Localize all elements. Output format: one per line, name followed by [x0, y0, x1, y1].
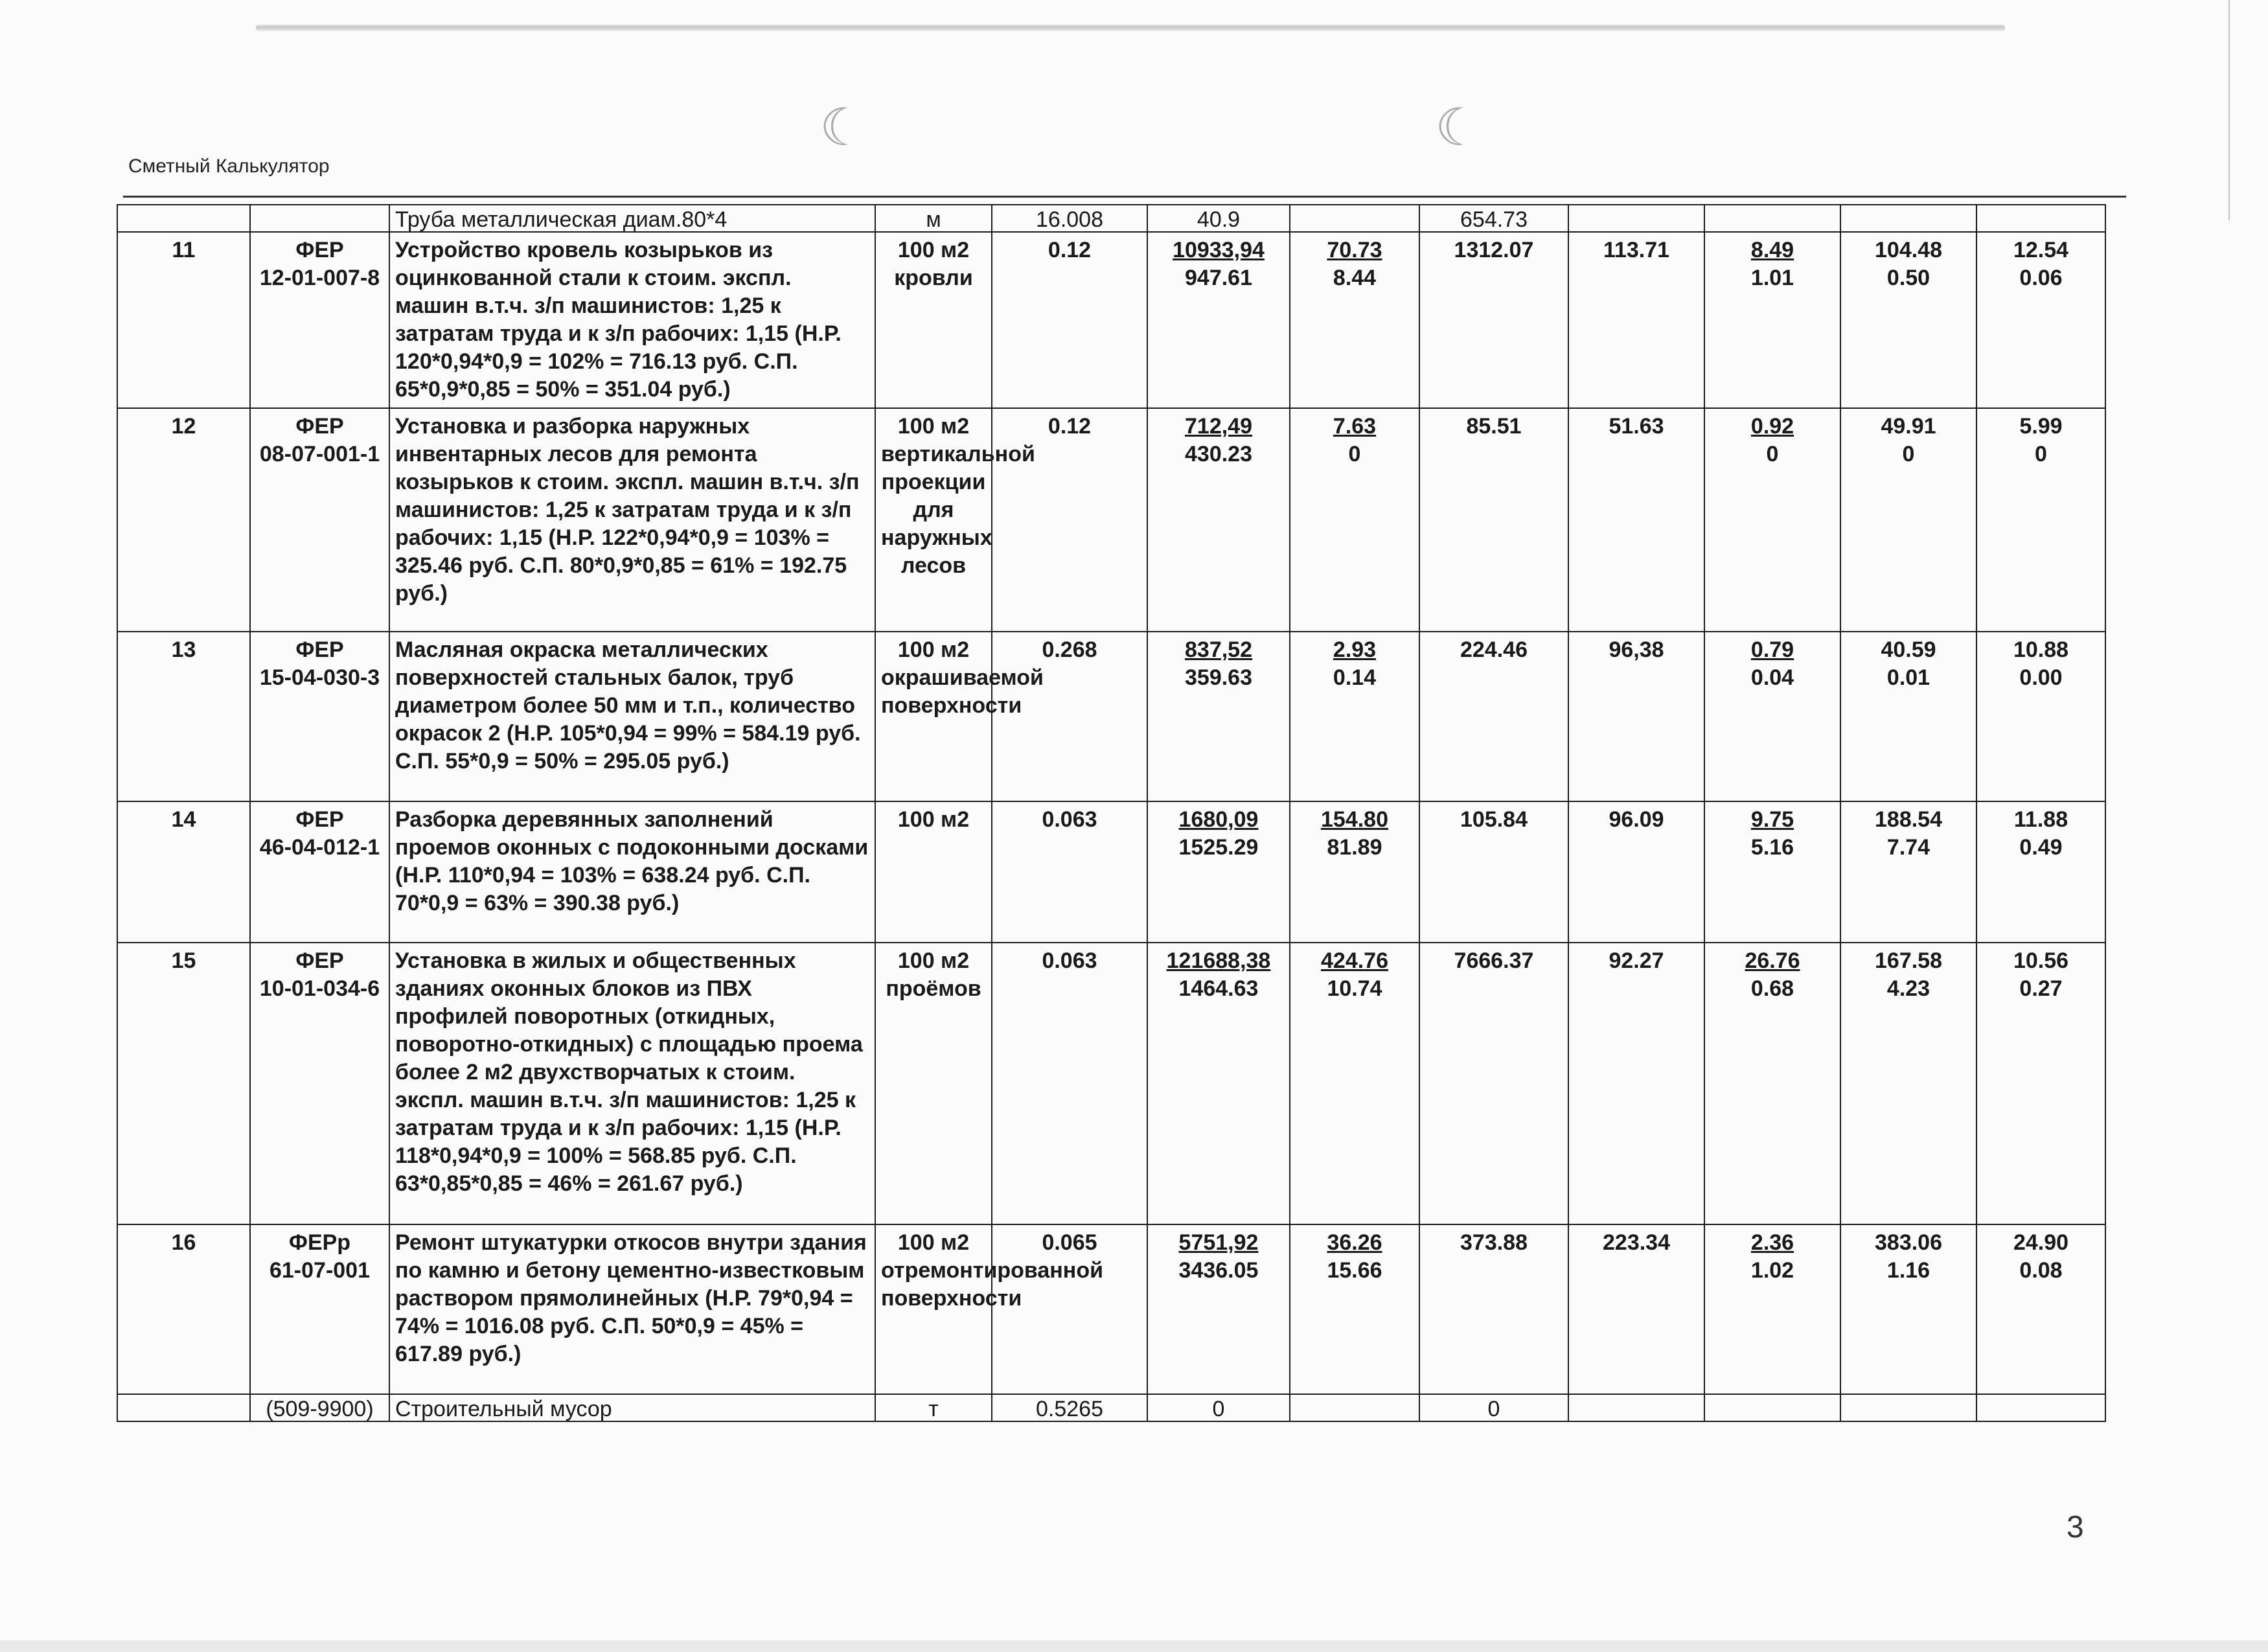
binder-hole-mark: ☾ [819, 97, 866, 157]
labor-total [1976, 232, 2105, 408]
value-bottom: 1.16 [1886, 1258, 1930, 1283]
table-row [117, 801, 2105, 943]
value-top: 70.73 [1327, 238, 1382, 262]
wage-cost: 96,38 [1568, 632, 1704, 801]
unit: 100 м2 вертикальной проекции для наружных лесов [875, 408, 992, 632]
cell-empty [1290, 1394, 1419, 1421]
cell-empty [1840, 1394, 1976, 1421]
value-bottom: 0.01 [1886, 665, 1930, 690]
value-bottom: 0.68 [1750, 976, 1794, 1001]
value-bottom: 1525.29 [1178, 835, 1259, 860]
cell-empty [1976, 1394, 2105, 1421]
total-cost: 7666.37 [1419, 943, 1568, 1224]
value-bottom: 0.49 [2019, 835, 2063, 860]
value-top: 12.54 [2013, 238, 2069, 262]
value-bottom: 0.08 [2019, 1258, 2063, 1283]
value-top: 9.75 [1750, 807, 1794, 832]
row-code [250, 232, 389, 408]
value-bottom: 3436.05 [1178, 1258, 1259, 1283]
value-bottom: 7.74 [1886, 835, 1930, 860]
quantity: 0.065 [992, 1224, 1147, 1394]
value-bottom: 0 [1348, 442, 1361, 466]
machine-total [1704, 1224, 1840, 1394]
code-number: 12-01-007-8 [259, 266, 380, 290]
value-top: 188.54 [1875, 807, 1942, 832]
material-qty: 16.008 [992, 205, 1147, 232]
value-bottom: 0.04 [1750, 665, 1794, 690]
code-prefix: ФЕР [295, 637, 344, 662]
work-description: Масляная окраска металлических поверхностей стальных балок, труб диаметром более 50 мм и т.п., количество окрасок 2 (Н.Р. 105*0,94 = 99% = 584.19 руб. С.П. 55*0,9 = 50% = 295.05 руб.) [389, 632, 875, 801]
value-top: 26.76 [1745, 948, 1800, 973]
labor-unit [1840, 801, 1976, 943]
row-number: 11 [117, 232, 250, 408]
table-row [117, 632, 2105, 801]
value-bottom: 0.50 [1886, 266, 1930, 290]
cell-empty [1840, 205, 1976, 232]
value-top: 5751,92 [1178, 1230, 1259, 1255]
unit-price [1147, 408, 1290, 632]
scan-artifact-edge [2228, 0, 2230, 220]
value-bottom: 81.89 [1327, 835, 1382, 860]
total-cost: 224.46 [1419, 632, 1568, 801]
value-bottom: 4.23 [1886, 976, 1930, 1001]
row-code [250, 801, 389, 943]
work-description: Установка и разборка наружных инвентарных лесов для ремонта козырьков к стоим. экспл. машин в.т.ч. з/п машинистов: 1,25 к затратам труда и к з/п рабочих: 1,15 (Н.Р. 122*0,94*0,9 = 103% = 325.46 руб. С.П. 80*0,9*0,85 = 61% = 192.75 руб.) [389, 408, 875, 632]
row-code [250, 408, 389, 632]
row-number: 12 [117, 408, 250, 632]
code-number: 61-07-001 [269, 1258, 370, 1283]
unit: 100 м2 проёмов [875, 943, 992, 1224]
work-description: Ремонт штукатурки откосов внутри здания по камню и бетону цементно-известковым раствором прямолинейных (Н.Р. 79*0,94 = 74% = 1016.08 руб. С.П. 50*0,9 = 45% = 617.89 руб.) [389, 1224, 875, 1394]
material-total: 0 [1419, 1394, 1568, 1421]
code-prefix: ФЕР [295, 807, 344, 832]
labor-total [1976, 632, 2105, 801]
unit: 100 м2 кровли [875, 232, 992, 408]
value-top: 0.92 [1750, 414, 1794, 439]
material-unit: м [875, 205, 992, 232]
value-top: 0.79 [1750, 637, 1794, 662]
material-qty: 0.5265 [992, 1394, 1147, 1421]
value-bottom: 0.27 [2019, 976, 2063, 1001]
table-row [117, 1224, 2105, 1394]
table-row [117, 408, 2105, 632]
unit-price [1147, 232, 1290, 408]
value-top: 1680,09 [1178, 807, 1259, 832]
code-number: 15-04-030-3 [259, 665, 380, 690]
labor-unit [1840, 1224, 1976, 1394]
machine-cost [1290, 1224, 1419, 1394]
value-top: 5.99 [2019, 414, 2063, 439]
cell-no [117, 205, 250, 232]
binder-hole-mark: ☾ [1435, 97, 1482, 157]
machine-total [1704, 943, 1840, 1224]
work-description: Разборка деревянных заполнений проемов оконных с подоконными досками (Н.Р. 110*0,94 = 103% = 638.24 руб. С.П. 70*0,9 = 63% = 390.38 руб.) [389, 801, 875, 943]
cell-empty [1568, 1394, 1704, 1421]
row-code [250, 943, 389, 1224]
code-prefix: ФЕР [295, 238, 344, 262]
value-bottom: 0 [2035, 442, 2047, 466]
value-bottom: 0.06 [2019, 266, 2063, 290]
value-top: 40.59 [1881, 637, 1936, 662]
value-top: 11.88 [2013, 807, 2068, 832]
quantity: 0.268 [992, 632, 1147, 801]
unit-price [1147, 1224, 1290, 1394]
code-prefix: ФЕРр [288, 1230, 351, 1255]
machine-cost [1290, 408, 1419, 632]
cell-no [117, 1394, 250, 1421]
material-price: 0 [1147, 1394, 1290, 1421]
cell-empty [1290, 205, 1419, 232]
code-prefix: ФЕР [295, 948, 344, 973]
material-name: Строительный мусор [389, 1394, 875, 1421]
value-top: 36.26 [1327, 1230, 1382, 1255]
value-top: 10.56 [2013, 948, 2069, 973]
cell-code [250, 205, 389, 232]
labor-total [1976, 408, 2105, 632]
labor-total [1976, 943, 2105, 1224]
value-top: 24.90 [2013, 1230, 2069, 1255]
value-bottom: 0 [1902, 442, 1915, 466]
labor-total [1976, 801, 2105, 943]
machine-total [1704, 632, 1840, 801]
unit: 100 м2 [875, 801, 992, 943]
total-cost: 373.88 [1419, 1224, 1568, 1394]
value-top: 712,49 [1185, 414, 1252, 439]
machine-total [1704, 801, 1840, 943]
row-number: 13 [117, 632, 250, 801]
value-top: 121688,38 [1166, 948, 1271, 973]
value-top: 383.06 [1875, 1230, 1942, 1255]
material-row [117, 1394, 2105, 1421]
quantity: 0.12 [992, 408, 1147, 632]
value-bottom: 1.01 [1750, 266, 1794, 290]
work-description: Установка в жилых и общественных зданиях оконных блоков из ПВХ профилей поворотных (откидных, поворотно-откидных) с площадью проема более 2 м2 двухстворчатых к стоим. экспл. машин в.т.ч. з/п машинистов: 1,25 к затратам труда и к з/п рабочих: 1,15 (Н.Р. 118*0,94*0,9 = 100% = 568.85 руб. С.П. 63*0,85*0,85 = 46% = 261.67 руб.) [389, 943, 875, 1224]
code-number: 08-07-001-1 [259, 442, 380, 466]
row-number: 16 [117, 1224, 250, 1394]
wage-cost: 96.09 [1568, 801, 1704, 943]
header-divider [123, 196, 2126, 198]
value-bottom: 0.14 [1333, 665, 1377, 690]
value-top: 49.91 [1881, 414, 1936, 439]
value-bottom: 15.66 [1327, 1258, 1382, 1283]
value-bottom: 10.74 [1327, 976, 1382, 1001]
code-number: 10-01-034-6 [259, 976, 380, 1001]
labor-unit [1840, 632, 1976, 801]
quantity: 0.12 [992, 232, 1147, 408]
value-top: 154.80 [1321, 807, 1388, 832]
value-top: 8.49 [1750, 238, 1794, 262]
unit: 100 м2 окрашиваемой поверхности [875, 632, 992, 801]
cell-empty [1568, 205, 1704, 232]
value-bottom: 1464.63 [1178, 976, 1259, 1001]
wage-cost: 51.63 [1568, 408, 1704, 632]
machine-cost [1290, 801, 1419, 943]
value-bottom: 5.16 [1750, 835, 1794, 860]
total-cost: 105.84 [1419, 801, 1568, 943]
value-bottom: 8.44 [1333, 266, 1377, 290]
value-top: 167.58 [1875, 948, 1942, 973]
wage-cost: 113.71 [1568, 232, 1704, 408]
total-cost: 85.51 [1419, 408, 1568, 632]
labor-unit [1840, 408, 1976, 632]
material-price: 40.9 [1147, 205, 1290, 232]
wage-cost: 92.27 [1568, 943, 1704, 1224]
material-row [117, 205, 2105, 232]
labor-unit [1840, 943, 1976, 1224]
material-name: Труба металлическая диам.80*4 [389, 205, 875, 232]
value-top: 10.88 [2013, 637, 2069, 662]
quantity: 0.063 [992, 943, 1147, 1224]
code-prefix: ФЕР [295, 414, 344, 439]
unit-price [1147, 632, 1290, 801]
value-bottom: 0.00 [2019, 665, 2063, 690]
value-bottom: 430.23 [1185, 442, 1252, 466]
machine-cost [1290, 632, 1419, 801]
wage-cost: 223.34 [1568, 1224, 1704, 1394]
machine-cost [1290, 232, 1419, 408]
table-row [117, 943, 2105, 1224]
row-number: 14 [117, 801, 250, 943]
value-bottom: 359.63 [1185, 665, 1252, 690]
material-code: (509-9900) [250, 1394, 389, 1421]
value-top: 424.76 [1321, 948, 1388, 973]
quantity: 0.063 [992, 801, 1147, 943]
value-bottom: 947.61 [1185, 266, 1252, 290]
total-cost: 1312.07 [1419, 232, 1568, 408]
value-bottom: 0 [1766, 442, 1779, 466]
unit-price [1147, 801, 1290, 943]
value-top: 7.63 [1333, 414, 1377, 439]
labor-unit [1840, 232, 1976, 408]
row-code [250, 1224, 389, 1394]
page-header-title: Сметный Калькулятор [128, 155, 330, 177]
page-number: 3 [2067, 1510, 2084, 1544]
value-top: 2.36 [1750, 1230, 1794, 1255]
labor-total [1976, 1224, 2105, 1394]
machine-total [1704, 408, 1840, 632]
code-number: 46-04-012-1 [259, 835, 380, 860]
material-total: 654.73 [1419, 205, 1568, 232]
row-code [250, 632, 389, 801]
row-number: 15 [117, 943, 250, 1224]
value-top: 104.48 [1875, 238, 1942, 262]
value-top: 2.93 [1333, 637, 1377, 662]
unit-price [1147, 943, 1290, 1224]
estimate-table [117, 204, 2106, 1422]
unit: 100 м2 отремонтированной поверхности [875, 1224, 992, 1394]
material-unit: т [875, 1394, 992, 1421]
scan-artifact-line [256, 25, 2005, 31]
cell-empty [1704, 1394, 1840, 1421]
value-top: 10933,94 [1173, 238, 1265, 262]
table-row [117, 232, 2105, 408]
machine-cost [1290, 943, 1419, 1224]
cell-empty [1976, 205, 2105, 232]
value-bottom: 1.02 [1750, 1258, 1794, 1283]
scan-artifact-bottom [0, 1640, 2268, 1652]
cell-empty [1704, 205, 1840, 232]
work-description: Устройство кровель козырьков из оцинкованной стали к стоим. экспл. машин в.т.ч. з/п машинистов: 1,25 к затратам труда и к з/п рабочих: 1,15 (Н.Р. 120*0,94*0,9 = 102% = 716.13 руб. С.П. 65*0,9*0,85 = 50% = 351.04 руб.) [389, 232, 875, 408]
machine-total [1704, 232, 1840, 408]
value-top: 837,52 [1185, 637, 1252, 662]
